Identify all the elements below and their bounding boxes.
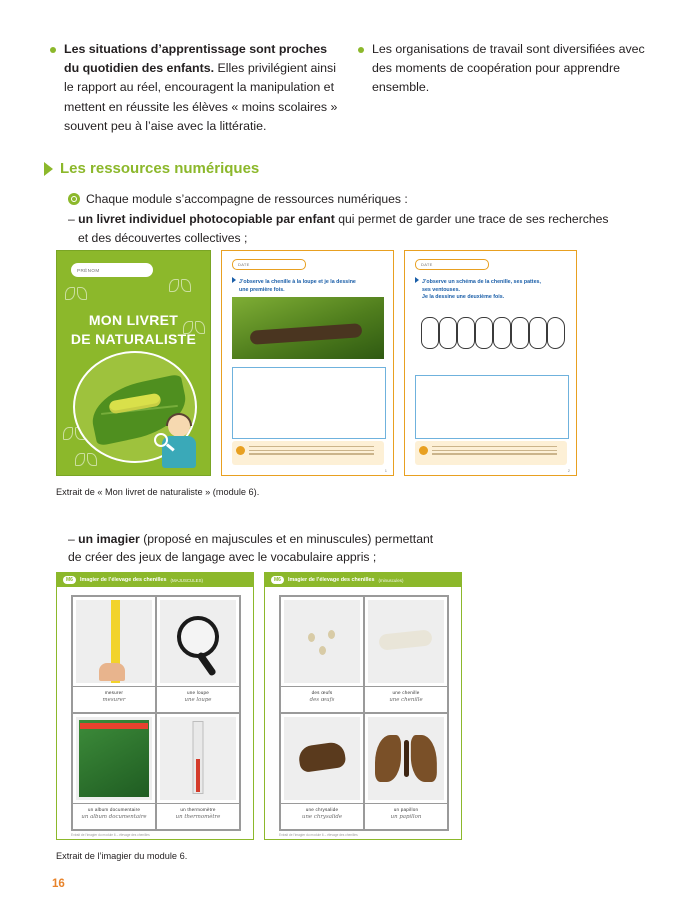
triangle-bullet-icon (232, 277, 236, 283)
triangle-bullet-icon (44, 162, 53, 176)
bullet-left-lead: Les situations d’apprentissage sont proches du quotidien des enfants. (64, 42, 328, 76)
info-icon (419, 446, 428, 455)
info-icon (236, 446, 245, 455)
cover-title-line1: MON LIVRET (88, 312, 179, 328)
tip-text-2 (432, 446, 557, 457)
imagier-footline-2: Extrait de l’imagier du module 6 – élevage des chenilles (279, 833, 358, 837)
imagier-cell (280, 713, 364, 830)
label-upper: un album documentaire (87, 807, 141, 812)
imagier-cell (364, 596, 448, 713)
eggs-photo (284, 600, 360, 683)
imagier-cell (156, 596, 240, 713)
caption-imagier: Extrait de l’imagier du module 6. (56, 851, 188, 861)
documentary-book-photo (76, 717, 152, 800)
instruction-2-line3: Je la dessine une deuxième fois. (422, 294, 505, 301)
instruction-1-line2: une première fois. (239, 286, 285, 293)
imagier-minuscules (264, 572, 462, 840)
tip-text-1 (249, 446, 374, 457)
caterpillar-photo (232, 297, 384, 359)
imagier-case-1: (MAJUSCULES) (170, 577, 203, 583)
worksheet-page-2 (404, 250, 577, 476)
caterpillar-photo (368, 600, 444, 683)
module-badge-1: M6 (63, 576, 76, 584)
butterfly-icon (75, 453, 97, 467)
booklet-cover-image (56, 250, 211, 476)
label-upper: une loupe (187, 690, 209, 695)
date-field-2: DATE (415, 259, 489, 270)
imagier-header-1 (57, 573, 253, 587)
imagier-images-row (56, 572, 462, 840)
worksheet-instruction-2 (415, 277, 566, 302)
instruction-2-line1: J’observe un schéma de la chenille, ses pattes, (422, 279, 541, 285)
imagier-label (365, 803, 447, 829)
module-badge-2: M6 (271, 576, 284, 584)
imagier-grid-1 (71, 595, 241, 831)
intro-dash: – (68, 212, 79, 227)
section-title: Les ressources numériques (60, 160, 260, 177)
imagier-label (281, 803, 363, 829)
cover-title-line2: DE NATURALISTE (70, 330, 197, 347)
imagier-label (281, 686, 363, 712)
thermometer-photo (160, 717, 236, 800)
imagier-majuscules (56, 572, 254, 840)
intro-line-2 (68, 210, 628, 228)
intro-bold: un livret individuel photocopiable par enfant (78, 212, 335, 227)
bullet-column-left (50, 40, 340, 136)
caterpillar-shape (250, 323, 363, 345)
tip-box-2 (415, 441, 567, 465)
sheet-page-number-2: 2 (567, 468, 570, 473)
date-field-1: DATE (232, 259, 306, 270)
magnifier-photo (160, 600, 236, 683)
imagier-rest: (proposé en majuscules et en minuscules) permettant (139, 532, 434, 546)
imagier-title-1: Imagier de l’élevage des chenilles (79, 577, 167, 583)
booklet-images-row (56, 250, 577, 476)
butterfly-icon (169, 279, 191, 293)
imagier-paragraph (68, 530, 628, 567)
label-upper: une chrysalide (305, 807, 339, 812)
imagier-cell (72, 596, 156, 713)
digital-resource-icon (68, 193, 80, 205)
butterfly-icon (65, 287, 87, 301)
intro-rest: qui permet de garder une trace de ses recherches (334, 212, 609, 227)
instruction-1-line1: J’observe la chenille à la loupe et je la dessine (239, 279, 356, 285)
bullet-text-left (64, 40, 340, 136)
label-lower: un album documentaire (81, 814, 147, 820)
imagier-label (157, 686, 239, 712)
worksheet-instruction-1 (232, 277, 383, 294)
bullet-left-rest: Elles privilégient ainsi le rapport au réel, encouragent la manipulation et mettent en réussite les élèves « moins scolaires » souvent peu à l’aise avec la littératie. (64, 61, 338, 133)
butterfly-icon (183, 321, 205, 335)
imagier-grid-2 (279, 595, 449, 831)
label-upper: une chenille (392, 690, 420, 695)
section-heading (44, 160, 259, 177)
imagier-label (73, 686, 155, 712)
bullet-text-right (372, 40, 648, 98)
sheet-page-number-1: 1 (384, 468, 387, 473)
intro-line-1: Chaque module s’accompagne de ressources numériques : (86, 192, 408, 206)
imagier-footline-1: Extrait de l’imagier du module 6 – élevage des chenilles (71, 833, 150, 837)
imagier-bold: un imagier (78, 532, 140, 546)
imagier-label (157, 803, 239, 829)
tip-box-1 (232, 441, 384, 465)
intro-bullets (50, 40, 650, 136)
label-lower: une loupe (184, 697, 212, 703)
drawing-area-1 (232, 367, 386, 439)
imagier-title-2: Imagier de l’élevage des chenilles (287, 577, 375, 583)
butterfly-photo (368, 717, 444, 800)
magnifier-icon (154, 433, 168, 447)
drawing-area-2 (415, 375, 569, 439)
bullet-column-right (358, 40, 648, 136)
imagier-cell (72, 713, 156, 830)
imagier-cell (156, 713, 240, 830)
page-number: 16 (52, 878, 65, 890)
section-intro (68, 190, 628, 247)
cover-prenom-field: PRÉNOM (71, 263, 153, 277)
measure-photo (76, 600, 152, 683)
caterpillar-schema (415, 303, 567, 373)
triangle-bullet-icon (415, 277, 419, 283)
imagier-label (73, 803, 155, 829)
chrysalis-photo (284, 717, 360, 800)
label-upper: un thermomètre (180, 807, 216, 812)
label-lower: une chrysalide (301, 814, 343, 820)
imagier-cell (280, 596, 364, 713)
label-upper: des œufs (311, 690, 333, 695)
imagier-cell (364, 713, 448, 830)
caption-livret: Extrait de « Mon livret de naturaliste » (module 6). (56, 487, 260, 497)
label-lower: des œufs (309, 697, 335, 703)
child-head (168, 415, 190, 437)
label-lower: un thermomètre (175, 814, 221, 820)
instruction-2-line2: ses ventouses. (422, 286, 460, 293)
label-lower: une chenille (389, 697, 423, 703)
label-upper: mesurer (104, 690, 124, 695)
imagier-line2: de créer des jeux de langage avec le vocabulaire appris ; (68, 550, 377, 565)
imagier-header-2 (265, 573, 461, 587)
label-lower: un papillon (390, 814, 422, 820)
intro-line-3: et des découvertes collectives ; (78, 230, 248, 245)
bullet-dot-icon (50, 47, 56, 53)
bullet-dot-icon (358, 47, 364, 53)
child-illustration (156, 415, 202, 469)
label-lower: mesurer (102, 697, 126, 703)
imagier-dash: – (68, 532, 79, 546)
imagier-label (365, 686, 447, 712)
worksheet-page-1 (221, 250, 394, 476)
bullet-right-rest: Les organisations de travail sont diversifiées avec des moments de coopération pour apprendre ensemble. (372, 42, 645, 95)
imagier-case-2: (minuscules) (378, 577, 404, 583)
label-upper: un papillon (393, 807, 419, 812)
